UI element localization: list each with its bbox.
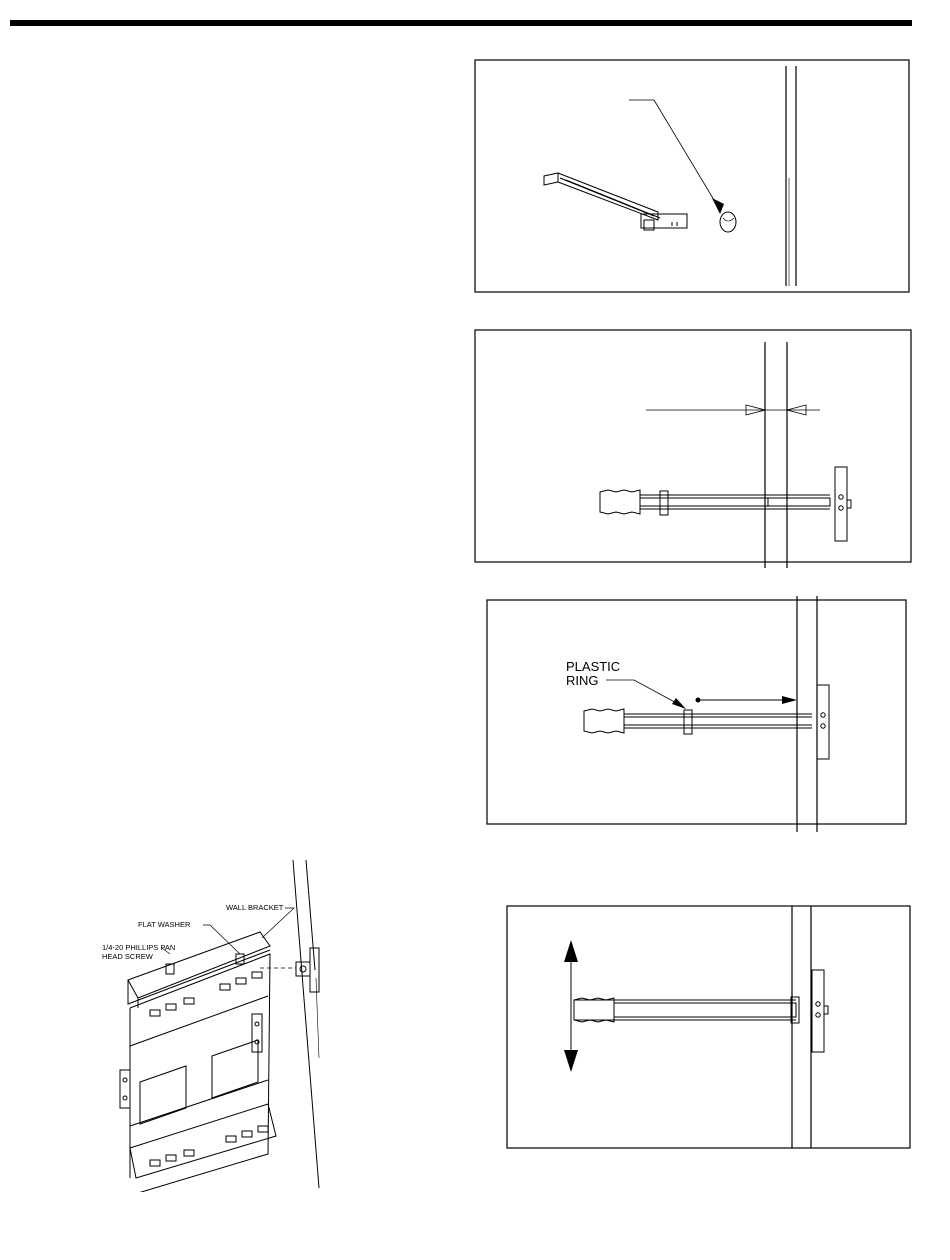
leader-line: [262, 908, 294, 938]
screw-label-line2: HEAD SCREW: [102, 952, 153, 961]
toggle-anchor: [544, 173, 687, 230]
panel-frame: [475, 60, 909, 292]
step3-diagram: [486, 596, 910, 832]
step4-diagram: [506, 904, 912, 1154]
wall-bracket-label: WALL BRACKET: [226, 903, 284, 912]
flat-washer-label: FLAT WASHER: [138, 920, 191, 929]
wall-hole: [720, 212, 736, 232]
toggle-anchor: [296, 948, 319, 992]
step1-diagram: [474, 58, 912, 296]
toggle-anchor: [600, 467, 851, 541]
screw-label-line1: 1/4-20 PHILLIPS PAN: [102, 943, 176, 952]
leader-line: [654, 100, 720, 210]
wall-surface: [293, 860, 319, 1188]
panel-frame: [507, 906, 910, 1148]
toggle-anchor: [584, 685, 829, 759]
bracket-assembly-diagram: [100, 858, 340, 1192]
plastic-ring-label-line2: RING: [566, 673, 599, 688]
wall-bracket: [120, 932, 276, 1192]
arrow-up-icon: [564, 940, 578, 962]
top-rule: [10, 20, 912, 26]
leader-line: [203, 925, 240, 954]
arrow-head-icon: [782, 696, 797, 704]
arrow-head-icon: [672, 698, 686, 709]
panel-frame: [475, 330, 911, 562]
step2-diagram: [474, 328, 914, 572]
plastic-ring-label-line1: PLASTIC: [566, 659, 621, 674]
panel-frame: [487, 600, 906, 824]
arrow-head-icon: [712, 198, 724, 214]
toggle-anchor: [574, 970, 828, 1052]
arrow-down-icon: [564, 1050, 578, 1072]
